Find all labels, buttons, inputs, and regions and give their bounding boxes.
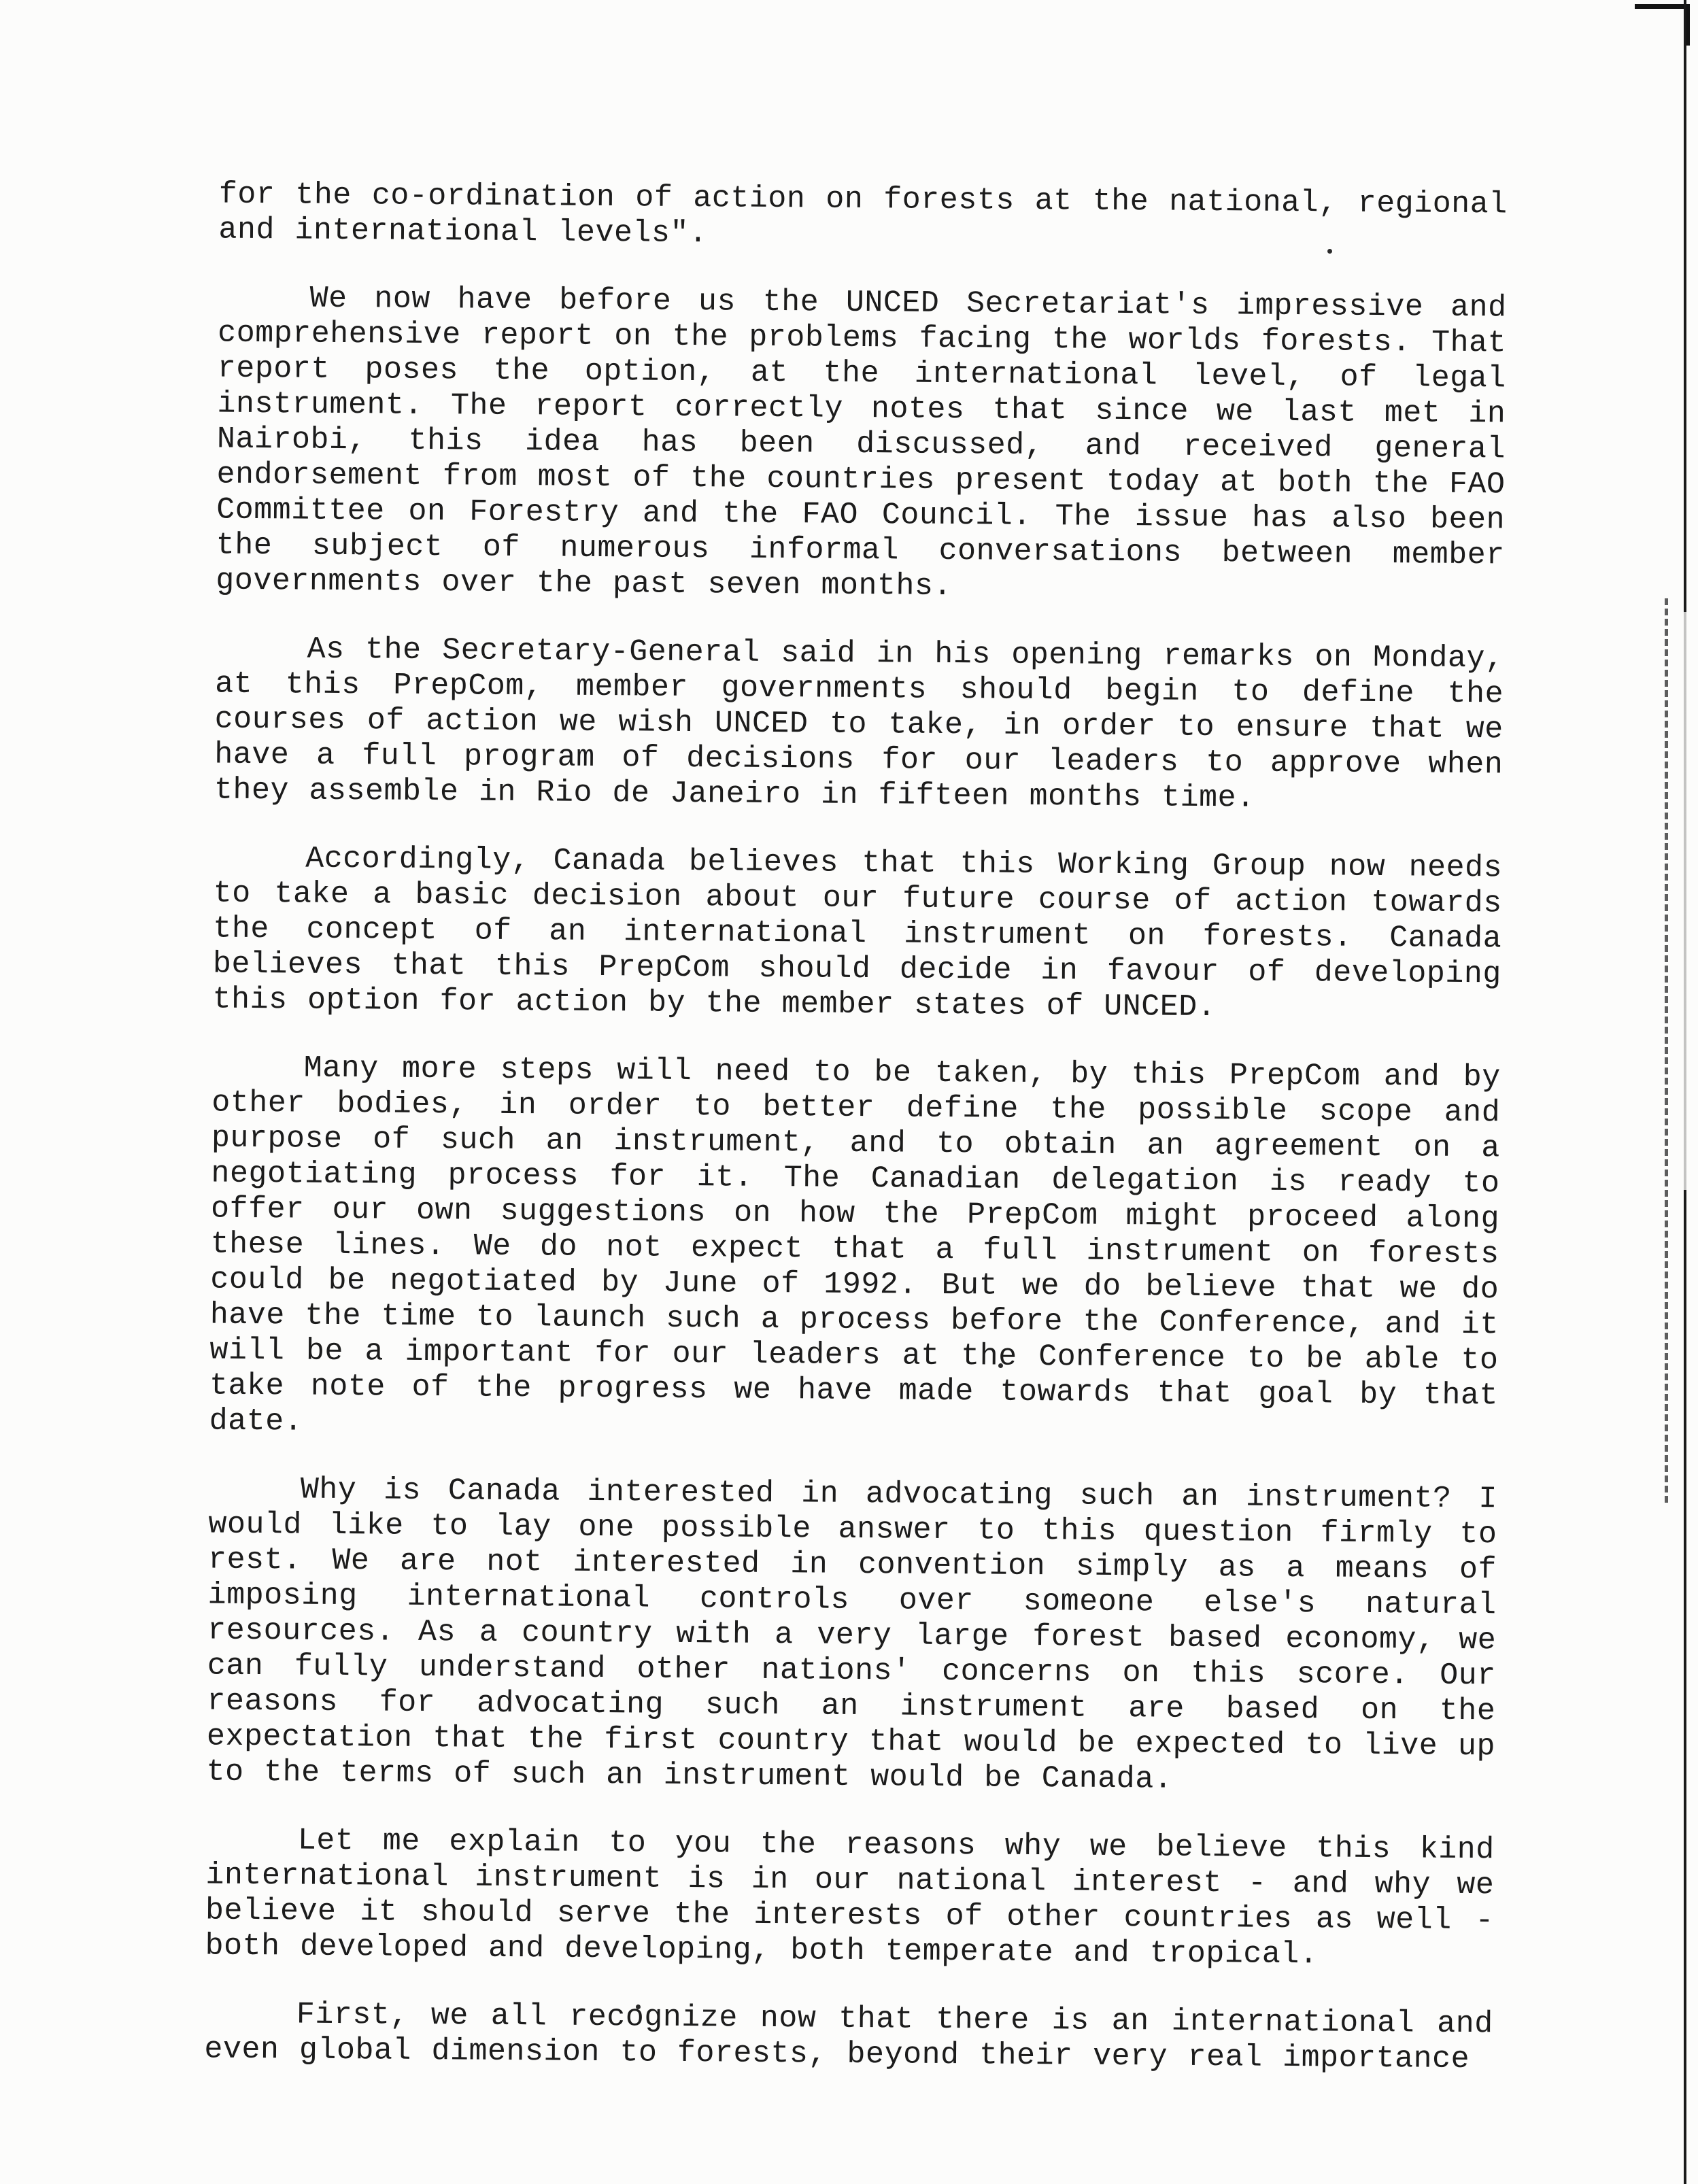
scan-edge-dashes xyxy=(1665,598,1668,1503)
paragraph-7: Let me explain to you the reasons why we believe this kind international instrument is in our national interest - and why we believe it should serve the interests of other countries as well - both developed and developing, both temperate and tropical. xyxy=(205,1823,1495,1973)
paragraph-6: Why is Canada interested in advocating such an instrument? I would like to lay one possible answer to this question firmly to rest. We are not interested in convention simply as a means of imposing international controls over someone else's natural resources. As a country with a very large forest based economy, we can fully understand other nations' concerns on this score. Our reasons for advocating such an instrument are based on the expectation that the first country that would be expected to live up to the terms of such an instrument would be Canada. xyxy=(206,1472,1498,1797)
paragraph-5: Many more steps will need to be taken, by this PrepCom and by other bodies, in order to better define the possible scope and purpose of such an instrument, and to obtain an agreement on a negotiating process for it. The Canadian delegation is ready to offer our own suggestions on how the PrepCom might proceed along these lines. We do not expect that a full instrument on forests could be negotiated by June of 1992. But we do believe that we do have the time to launch such a process before the Conference, and it will be a important for our leaders at the Conference to be able to take note of the progress we have made towards that goal by that date. xyxy=(209,1051,1501,1439)
scan-corner-mark xyxy=(1635,4,1690,46)
paragraph-3: As the Secretary-General said in his opening remarks on Monday, at this PrepCom, member governments should begin to define the courses of action we wish UNCED to take, in order to ensure that we have a full program of decisions for our leaders to approve when they assemble in Rio de Janeiro in fifteen months time. xyxy=(214,632,1504,816)
paragraph-1: for the co-ordination of action on forests at the national, regional and international levels". xyxy=(218,177,1508,252)
paragraph-8: First, we all recognize now that there is an international and even global dimension to forests, beyond their very real importance xyxy=(204,1997,1493,2077)
scan-page-edge-line xyxy=(1684,0,1686,2184)
paragraph-2: We now have before us the UNCED Secretariat's impressive and comprehensive report on the problems facing the worlds forests. That report poses the option, at the international level, of legal instrument. The report correctly notes that since we last met in Nairobi, this idea has been discussed, and received general endorsement from most of the countries present today at both the FAO Committee on Forestry and the FAO Council. The issue has also been the subject of numerous informal conversations between member governments over the past seven months. xyxy=(216,281,1507,604)
paragraph-4: Accordingly, Canada believes that this Working Group now needs to take a basic decision about our future course of action towards the concept of an international instrument on forests. Canada believes that this PrepCom should decide in favour of developing this option for action by the member states of UNCED. xyxy=(212,841,1503,1025)
document-text xyxy=(204,177,1508,2111)
